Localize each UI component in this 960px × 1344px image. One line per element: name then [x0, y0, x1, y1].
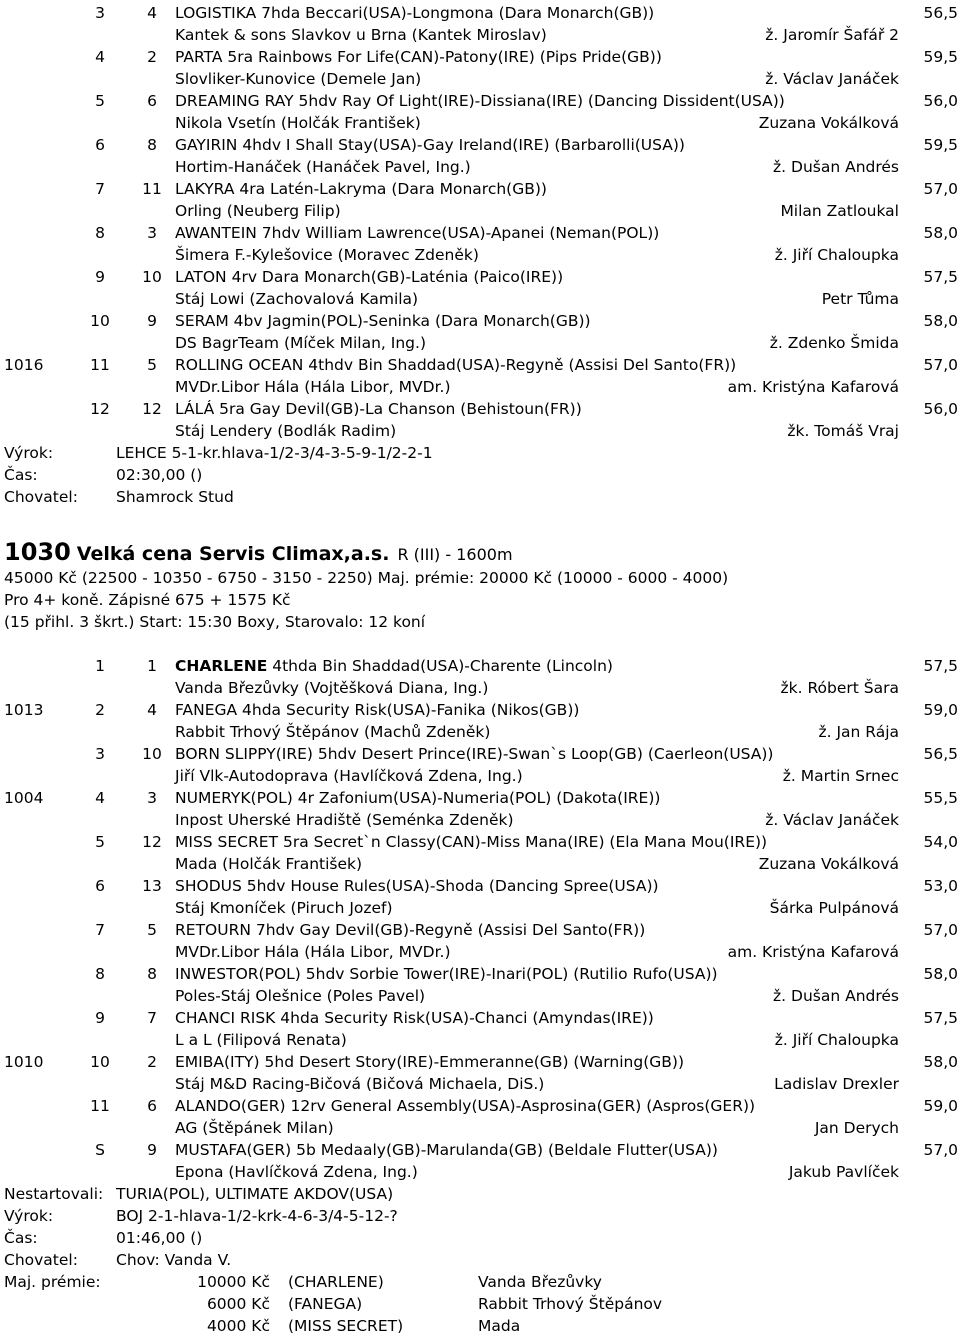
footer-label: Výrok:	[4, 444, 54, 462]
horse-pedigree: MUSTAFA(GER) 5b Medaaly(GB)-Marulanda(GB) (Beldale Flutter(USA))	[175, 1141, 718, 1159]
footer-value: BOJ 2-1-hlava-1/2-krk-4-6-3/4-5-12-?	[116, 1207, 398, 1225]
start-number: 2	[147, 1053, 157, 1071]
finish-position: 11	[90, 1097, 110, 1115]
horse-weight: 59,5	[923, 48, 958, 66]
race-title	[4, 537, 513, 567]
horse-pedigree: 4thda Bin Shaddad(USA)-Charente (Lincoln)	[267, 657, 613, 675]
horse-description	[175, 963, 718, 985]
horse-description	[175, 398, 582, 420]
footer-value: 02:30,00 ()	[116, 466, 203, 484]
horse-description	[175, 919, 645, 941]
owner-trainer: Poles-Stáj Olešnice (Poles Pavel)	[175, 987, 426, 1005]
horse-pedigree: LAKYRA 4ra Latén-Lakryma (Dara Monarch(GB))	[175, 180, 547, 198]
finish-position: 4	[95, 48, 105, 66]
horse-weight: 57,0	[923, 180, 958, 198]
entry-owner-row	[0, 244, 960, 266]
horse-description	[175, 1139, 718, 1161]
horse-description	[175, 831, 767, 853]
footer-label: Čas:	[4, 1229, 38, 1247]
result-footer-row	[0, 1205, 960, 1227]
start-number: 4	[147, 4, 157, 22]
horse-description	[175, 178, 547, 200]
finish-position: 8	[95, 224, 105, 242]
finish-position: 6	[95, 877, 105, 895]
start-number: 8	[147, 136, 157, 154]
footer-value: LEHCE 5-1-kr.hlava-1/2-3/4-3-5-9-1/2-2-1	[116, 444, 433, 462]
owner-trainer: AG (Štěpánek Milan)	[175, 1119, 334, 1137]
jockey: Milan Zatloukal	[780, 202, 899, 220]
owner-trainer: Nikola Vsetín (Holčák František)	[175, 114, 421, 132]
premium-owner: Vanda Březůvky	[478, 1273, 602, 1291]
jockey: Petr Tůma	[821, 290, 899, 308]
owner-trainer: Stáj Kmoníček (Piruch Jozef)	[175, 899, 393, 917]
start-number: 6	[147, 1097, 157, 1115]
owner-trainer: Inpost Uherské Hradiště (Seménka Zdeněk)	[175, 811, 514, 829]
jockey: Zuzana Vokálková	[758, 114, 899, 132]
horse-description	[175, 1007, 654, 1029]
horse-pedigree: DREAMING RAY 5hdv Ray Of Light(IRE)-Dissiana(IRE) (Dancing Dissident(USA))	[175, 92, 785, 110]
footer-value: Shamrock Stud	[116, 488, 234, 506]
jockey: ž. Dušan Andrés	[773, 158, 899, 176]
start-number: 8	[147, 965, 157, 983]
result-footer-row	[0, 1227, 960, 1249]
entry-row	[0, 875, 960, 897]
start-number: 10	[142, 268, 162, 286]
owner-trainer: L a L (Filipová Renata)	[175, 1031, 347, 1049]
footer-label: Chovatel:	[4, 488, 78, 506]
horse-weight: 58,0	[923, 312, 958, 330]
horse-weight: 59,0	[923, 1097, 958, 1115]
jockey: ž. Václav Janáček	[765, 70, 899, 88]
jockey: ž. Martin Srnec	[782, 767, 899, 785]
premium-horse: (FANEGA)	[288, 1295, 363, 1313]
owner-trainer: Stáj Lendery (Bodlák Radim)	[175, 422, 397, 440]
horse-weight: 56,5	[923, 745, 958, 763]
owner-trainer: Rabbit Trhový Štěpánov (Machů Zdeněk)	[175, 723, 491, 741]
entry-owner-row	[0, 809, 960, 831]
owner-trainer: Slovliker-Kunovice (Demele Jan)	[175, 70, 422, 88]
premium-row	[0, 1293, 960, 1315]
start-number: 9	[147, 1141, 157, 1159]
finish-position: 12	[90, 400, 110, 418]
premium-horse: (CHARLENE)	[288, 1273, 384, 1291]
horse-pedigree: BORN SLIPPY(IRE) 5hdv Desert Prince(IRE)-Swan`s Loop(GB) (Caerleon(USA))	[175, 745, 774, 763]
entry-owner-row	[0, 200, 960, 222]
entry-row	[0, 222, 960, 244]
result-footer-row	[0, 442, 960, 464]
horse-pedigree: RETOURN 7hdv Gay Devil(GB)-Regyně (Assisi Del Santo(FR))	[175, 921, 646, 939]
entry-owner-row	[0, 24, 960, 46]
finish-position: 3	[95, 745, 105, 763]
entry-owner-row	[0, 288, 960, 310]
start-number: 12	[142, 833, 162, 851]
entry-row	[0, 398, 960, 420]
finish-position: 6	[95, 136, 105, 154]
start-number: 9	[147, 312, 157, 330]
start-number: 10	[142, 745, 162, 763]
horse-weight: 58,0	[923, 1053, 958, 1071]
entry-row	[0, 134, 960, 156]
premium-row	[0, 1271, 960, 1293]
horse-weight: 57,5	[923, 1009, 958, 1027]
horse-weight: 56,0	[923, 92, 958, 110]
horse-pedigree: MISS SECRET 5ra Secret`n Classy(CAN)-Miss Mana(IRE) (Ela Mana Mou(IRE))	[175, 833, 768, 851]
horse-description	[175, 743, 773, 765]
horse-description	[175, 875, 659, 897]
horse-pedigree: ALANDO(GER) 12rv General Assembly(USA)-Asprosina(GER) (Aspros(GER))	[175, 1097, 756, 1115]
finish-position: 10	[90, 1053, 110, 1071]
horse-weight: 57,5	[923, 657, 958, 675]
finish-position: 9	[95, 268, 105, 286]
entry-row	[0, 699, 960, 721]
entry-owner-row	[0, 941, 960, 963]
finish-position: 1	[95, 657, 105, 675]
finish-position: 8	[95, 965, 105, 983]
owner-trainer: Hortim-Hanáček (Hanáček Pavel, Ing.)	[175, 158, 471, 176]
premiums-label: Maj. prémie:	[4, 1273, 101, 1291]
horse-description	[175, 1051, 684, 1073]
entry-row	[0, 787, 960, 809]
horse-description	[175, 1095, 755, 1117]
start-number: 6	[147, 92, 157, 110]
horse-description	[175, 787, 660, 809]
owner-trainer: Stáj M&D Racing-Bičová (Bičová Michaela, DiS.)	[175, 1075, 545, 1093]
horse-pedigree: LATON 4rv Dara Monarch(GB)-Laténia (Paico(IRE))	[175, 268, 564, 286]
premium-owner: Mada	[478, 1317, 521, 1335]
premium-horse: (MISS SECRET)	[288, 1317, 404, 1335]
owner-trainer: Epona (Havlíčková Zdena, Ing.)	[175, 1163, 418, 1181]
horse-weight: 57,0	[923, 921, 958, 939]
entry-owner-row	[0, 332, 960, 354]
entry-owner-row	[0, 765, 960, 787]
horse-description	[175, 655, 613, 677]
jockey: Zuzana Vokálková	[758, 855, 899, 873]
horse-weight: 55,5	[923, 789, 958, 807]
footer-label: Nestartovali:	[4, 1185, 104, 1203]
jockey: ž. Jan Rája	[818, 723, 899, 741]
result-footer-row	[0, 1183, 960, 1205]
finish-position: 5	[95, 833, 105, 851]
entry-owner-row	[0, 376, 960, 398]
jockey: am. Kristýna Kafarová	[727, 378, 899, 396]
horse-description	[175, 354, 736, 376]
owner-trainer: MVDr.Libor Hála (Hála Libor, MVDr.)	[175, 943, 451, 961]
entry-row	[0, 354, 960, 376]
premium-amount: 4000 Kč	[206, 1317, 270, 1335]
finish-position: S	[95, 1141, 105, 1159]
entry-row	[0, 963, 960, 985]
start-number: 4	[147, 701, 157, 719]
horse-description	[175, 266, 563, 288]
start-number: 3	[147, 224, 157, 242]
entry-row	[0, 1095, 960, 1117]
footer-label: Chovatel:	[4, 1251, 78, 1269]
footer-value: Chov: Vanda V.	[116, 1251, 232, 1269]
entry-row	[0, 266, 960, 288]
horse-weight: 59,0	[923, 701, 958, 719]
horse-pedigree: AWANTEIN 7hdv William Lawrence(USA)-Apanei (Neman(POL))	[175, 224, 660, 242]
finish-position: 3	[95, 4, 105, 22]
race-prize-line: 45000 Kč (22500 - 10350 - 6750 - 3150 - 2250) Maj. prémie: 20000 Kč (10000 - 6000 - 4000)	[4, 569, 729, 587]
entry-row	[0, 2, 960, 24]
horse-description	[175, 699, 579, 721]
horse-description	[175, 46, 662, 68]
horse-weight: 58,0	[923, 224, 958, 242]
horse-pedigree: FANEGA 4hda Security Risk(USA)-Fanika (Nikos(GB))	[175, 701, 580, 719]
owner-trainer: DS BagrTeam (Míček Milan, Ing.)	[175, 334, 426, 352]
jockey: Jan Derych	[814, 1119, 899, 1137]
entry-owner-row	[0, 156, 960, 178]
footer-value: TURIA(POL), ULTIMATE AKDOV(USA)	[116, 1185, 394, 1203]
entry-owner-row	[0, 420, 960, 442]
footer-value: 01:46,00 ()	[116, 1229, 203, 1247]
entry-owner-row	[0, 68, 960, 90]
jockey: Šárka Pulpánová	[769, 899, 899, 917]
horse-pedigree: SERAM 4bv Jagmin(POL)-Seninka (Dara Monarch(GB))	[175, 312, 591, 330]
entry-owner-row	[0, 1117, 960, 1139]
start-number: 5	[147, 356, 157, 374]
race-conditions-line: Pro 4+ koně. Zápisné 675 + 1575 Kč	[4, 591, 291, 609]
finish-position: 4	[95, 789, 105, 807]
entry-row	[0, 743, 960, 765]
entry-owner-row	[0, 1073, 960, 1095]
horse-pedigree: EMIBA(ITY) 5hd Desert Story(IRE)-Emmeranne(GB) (Warning(GB))	[175, 1053, 684, 1071]
horse-pedigree: LOGISTIKA 7hda Beccari(USA)-Longmona (Dara Monarch(GB))	[175, 4, 655, 22]
horse-weight: 56,0	[923, 400, 958, 418]
entry-owner-row	[0, 1029, 960, 1051]
premium-owner: Rabbit Trhový Štěpánov	[478, 1295, 663, 1313]
entry-row	[0, 831, 960, 853]
jockey: ž. Dušan Andrés	[773, 987, 899, 1005]
horse-pedigree: PARTA 5ra Rainbows For Life(CAN)-Patony(IRE) (Pips Pride(GB))	[175, 48, 662, 66]
jockey: am. Kristýna Kafarová	[727, 943, 899, 961]
result-footer-row	[0, 464, 960, 486]
jockey: žk. Róbert Šara	[780, 679, 899, 697]
jockey: Ladislav Drexler	[774, 1075, 899, 1093]
finish-position: 11	[90, 356, 110, 374]
start-number: 7	[147, 1009, 157, 1027]
result-footer-row	[0, 486, 960, 508]
entry-owner-row	[0, 897, 960, 919]
owner-trainer: Stáj Lowi (Zachovalová Kamila)	[175, 290, 419, 308]
premium-amount: 10000 Kč	[197, 1273, 270, 1291]
entry-owner-row	[0, 1161, 960, 1183]
jockey: ž. Václav Janáček	[765, 811, 899, 829]
jockey: ž. Jiří Chaloupka	[774, 246, 899, 264]
footer-label: Výrok:	[4, 1207, 54, 1225]
finish-position: 2	[95, 701, 105, 719]
entry-row	[0, 1139, 960, 1161]
owner-trainer: Jiří Vlk-Autodoprava (Havlíčková Zdena, Ing.)	[175, 767, 523, 785]
start-number: 3	[147, 789, 157, 807]
owner-trainer: Orling (Neuberg Filip)	[175, 202, 341, 220]
previous-race-number: 1004	[4, 789, 44, 807]
entry-row	[0, 310, 960, 332]
horse-pedigree: LÁLÁ 5ra Gay Devil(GB)-La Chanson (Behistoun(FR))	[175, 400, 582, 418]
horse-weight: 57,0	[923, 356, 958, 374]
horse-weight: 57,5	[923, 268, 958, 286]
start-number: 5	[147, 921, 157, 939]
start-number: 12	[142, 400, 162, 418]
horse-description	[175, 90, 785, 112]
finish-position: 9	[95, 1009, 105, 1027]
entry-owner-row	[0, 853, 960, 875]
start-number: 11	[142, 180, 162, 198]
horse-pedigree: NUMERYK(POL) 4r Zafonium(USA)-Numeria(POL) (Dakota(IRE))	[175, 789, 661, 807]
race-entries-line: (15 přihl. 3 škrt.) Start: 15:30 Boxy, Starovalo: 12 koní	[4, 613, 426, 631]
horse-weight: 54,0	[923, 833, 958, 851]
result-footer-row	[0, 1249, 960, 1271]
horse-weight: 53,0	[923, 877, 958, 895]
entry-owner-row	[0, 112, 960, 134]
jockey: ž. Jaromír Šafář 2	[765, 26, 899, 44]
race-number: 1030	[4, 538, 71, 566]
horse-description	[175, 310, 591, 332]
entry-row	[0, 655, 960, 677]
start-number: 13	[142, 877, 162, 895]
horse-weight: 56,5	[923, 4, 958, 22]
previous-race-number: 1013	[4, 701, 44, 719]
horse-pedigree: INWESTOR(POL) 5hdv Sorbie Tower(IRE)-Inari(POL) (Rutilio Rufo(USA))	[175, 965, 718, 983]
horse-pedigree: CHANCI RISK 4hda Security Risk(USA)-Chanci (Amyndas(IRE))	[175, 1009, 654, 1027]
footer-label: Čas:	[4, 466, 38, 484]
horse-pedigree: ROLLING OCEAN 4thdv Bin Shaddad(USA)-Regyně (Assisi Del Santo(FR))	[175, 356, 737, 374]
entry-row	[0, 178, 960, 200]
entry-row	[0, 1051, 960, 1073]
jockey: ž. Zdenko Šmida	[769, 334, 899, 352]
entry-row	[0, 919, 960, 941]
finish-position: 7	[95, 921, 105, 939]
horse-weight: 57,0	[923, 1141, 958, 1159]
previous-race-number: 1016	[4, 356, 44, 374]
horse-weight: 59,5	[923, 136, 958, 154]
finish-position: 7	[95, 180, 105, 198]
owner-trainer: MVDr.Libor Hála (Hála Libor, MVDr.)	[175, 378, 451, 396]
entry-row	[0, 90, 960, 112]
horse-description	[175, 134, 685, 156]
entry-owner-row	[0, 985, 960, 1007]
owner-trainer: Šimera F.-Kylešovice (Moravec Zdeněk)	[175, 246, 479, 264]
owner-trainer: Vanda Březůvky (Vojtěšková Diana, Ing.)	[175, 679, 489, 697]
jockey: ž. Jiří Chaloupka	[774, 1031, 899, 1049]
previous-race-number: 1010	[4, 1053, 44, 1071]
start-number: 1	[147, 657, 157, 675]
horse-description	[175, 2, 654, 24]
race-name: Velká cena Servis Climax,a.s.	[76, 543, 390, 565]
jockey: žk. Tomáš Vraj	[787, 422, 899, 440]
entry-owner-row	[0, 677, 960, 699]
horse-weight: 58,0	[923, 965, 958, 983]
entry-row	[0, 1007, 960, 1029]
horse-name-highlight: CHARLENE	[175, 657, 268, 675]
start-number: 2	[147, 48, 157, 66]
race-class-distance: R (III) - 1600m	[397, 545, 513, 564]
horse-description	[175, 222, 659, 244]
owner-trainer: Mada (Holčák František)	[175, 855, 363, 873]
jockey: Jakub Pavlíček	[788, 1163, 899, 1181]
entry-owner-row	[0, 721, 960, 743]
horse-pedigree: GAYIRIN 4hdv I Shall Stay(USA)-Gay Ireland(IRE) (Barbarolli(USA))	[175, 136, 685, 154]
owner-trainer: Kantek & sons Slavkov u Brna (Kantek Miroslav)	[175, 26, 547, 44]
premium-amount: 6000 Kč	[206, 1295, 270, 1313]
premium-row	[0, 1315, 960, 1337]
horse-pedigree: SHODUS 5hdv House Rules(USA)-Shoda (Dancing Spree(USA))	[175, 877, 659, 895]
finish-position: 10	[90, 312, 110, 330]
finish-position: 5	[95, 92, 105, 110]
entry-row	[0, 46, 960, 68]
